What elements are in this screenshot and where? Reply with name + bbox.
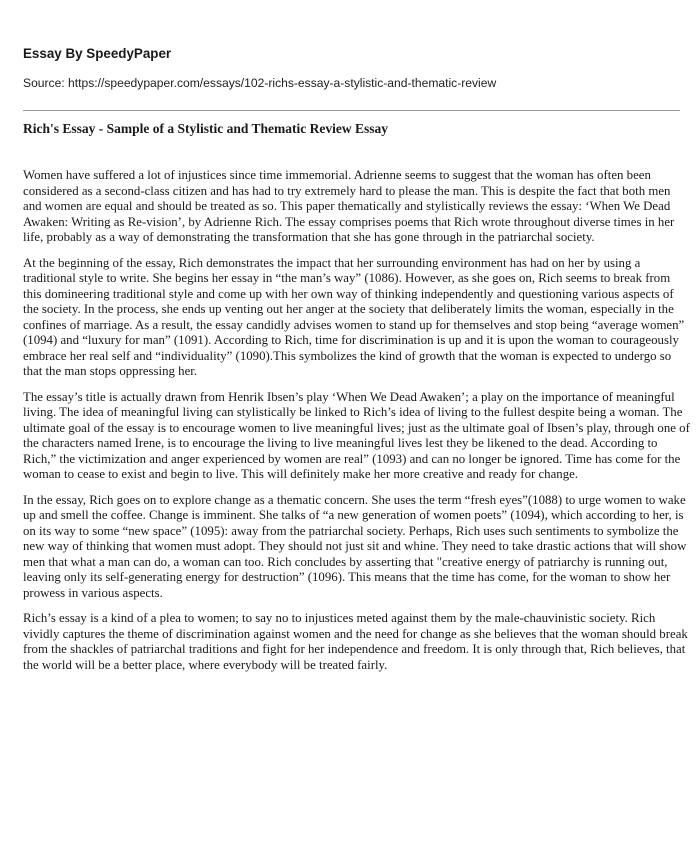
document-header xyxy=(23,46,683,91)
essay-paragraph: Women have suffered a lot of injustices since time immemorial. Adrienne seems to suggest that the woman has often been considered as a second-class citizen and has had to try extremely hard to please the man. This is despite the fact that both men and women are equal and should be treated as so. This paper thematically and stylistically reviews the essay: ‘When We Dead Awaken: Writing as Re-vision’, by Adrienne Rich. The essay comprises poems that Rich wrote throughout diverse times in her life, probably as a way of demonstrating the transformation that she has gone through in the patriarchal society. xyxy=(23,168,675,244)
essay-title: Rich's Essay - Sample of a Stylistic and Thematic Review Essay xyxy=(23,121,389,136)
essay-paragraph: The essay’s title is actually drawn from Henrik Ibsen’s play ‘When We Dead Awaken’; a play on the importance of meaningful living. The idea of meaningful living can stylistically be linked to Rich’s idea of living to the fullest despite being a woman. The ultimate goal of the essay is to encourage women to live meaningful lives; just as the ultimate goal of Ibsen’s play, through one of the characters named Irene, is to encourage the living to live meaningful lives lest they be likened to the dead. According to Rich,” the victimization and anger experienced by women are real” (1093) and can no longer be ignored. Time has come for the woman to cease to exist and begin to live. This will definitely make her more creative and ready for change. xyxy=(23,389,690,481)
essay-body xyxy=(23,168,691,683)
header-divider xyxy=(23,110,680,111)
source-line: Source: https://speedypaper.com/essays/102-richs-essay-a-stylistic-and-thematic-review xyxy=(23,76,497,90)
essay-paragraph: Rich’s essay is a kind of a plea to women; to say no to injustices meted against them by the male-chauvinistic society. Rich vividly captures the theme of discrimination against women and the need for change as she believes that the woman should break from the shackles of patriarchal traditions and fight for her independence and freedom. It is only through that, Rich believes, that the world will be a better place, where everybody will be treated fairly. xyxy=(23,611,688,672)
brand-title: Essay By SpeedyPaper xyxy=(23,46,172,61)
essay-paragraph: In the essay, Rich goes on to explore change as a thematic concern. She uses the term “fresh eyes”(1088) to urge women to wake up and smell the coffee. Change is imminent. She talks of “a new generation of women poets” (1094), which according to her, is on its way to some “new space” (1095): away from the patriarchal society. Perhaps, Rich uses such sentiments to symbolize the new way of thinking that women must adopt. They should not just sit and whine. They need to take drastic actions that will show men that what a man can do, a woman can too. Rich concludes by asserting that "creative energy of patriarchy is running out, leaving only its self-generating energy for destruction” (1096). This means that the time has come, for the woman to show her prowess in various aspects. xyxy=(23,492,687,600)
essay-paragraph: At the beginning of the essay, Rich demonstrates the impact that her surrounding environment has had on her by using a traditional style to write. She begins her essay in “the man’s way” (1086). However, as she goes on, Rich seems to break from this domineering traditional style and come up with her own way of thinking independently and questioning various aspects of the society. In the process, she ends up venting out her anger at the society that deliberately limits the woman, especially in the confines of marriage. As a result, the essay candidly advises women to stand up for themselves and stop being “average women” (1094) and “luxury for man” (1091). According to Rich, time for discrimination is up and it is upon the woman to courageously embrace her real self and “individuality” (1090).This symbolizes the kind of growth that the woman is expected to undergo so that the man stops oppressing her. xyxy=(23,255,685,378)
